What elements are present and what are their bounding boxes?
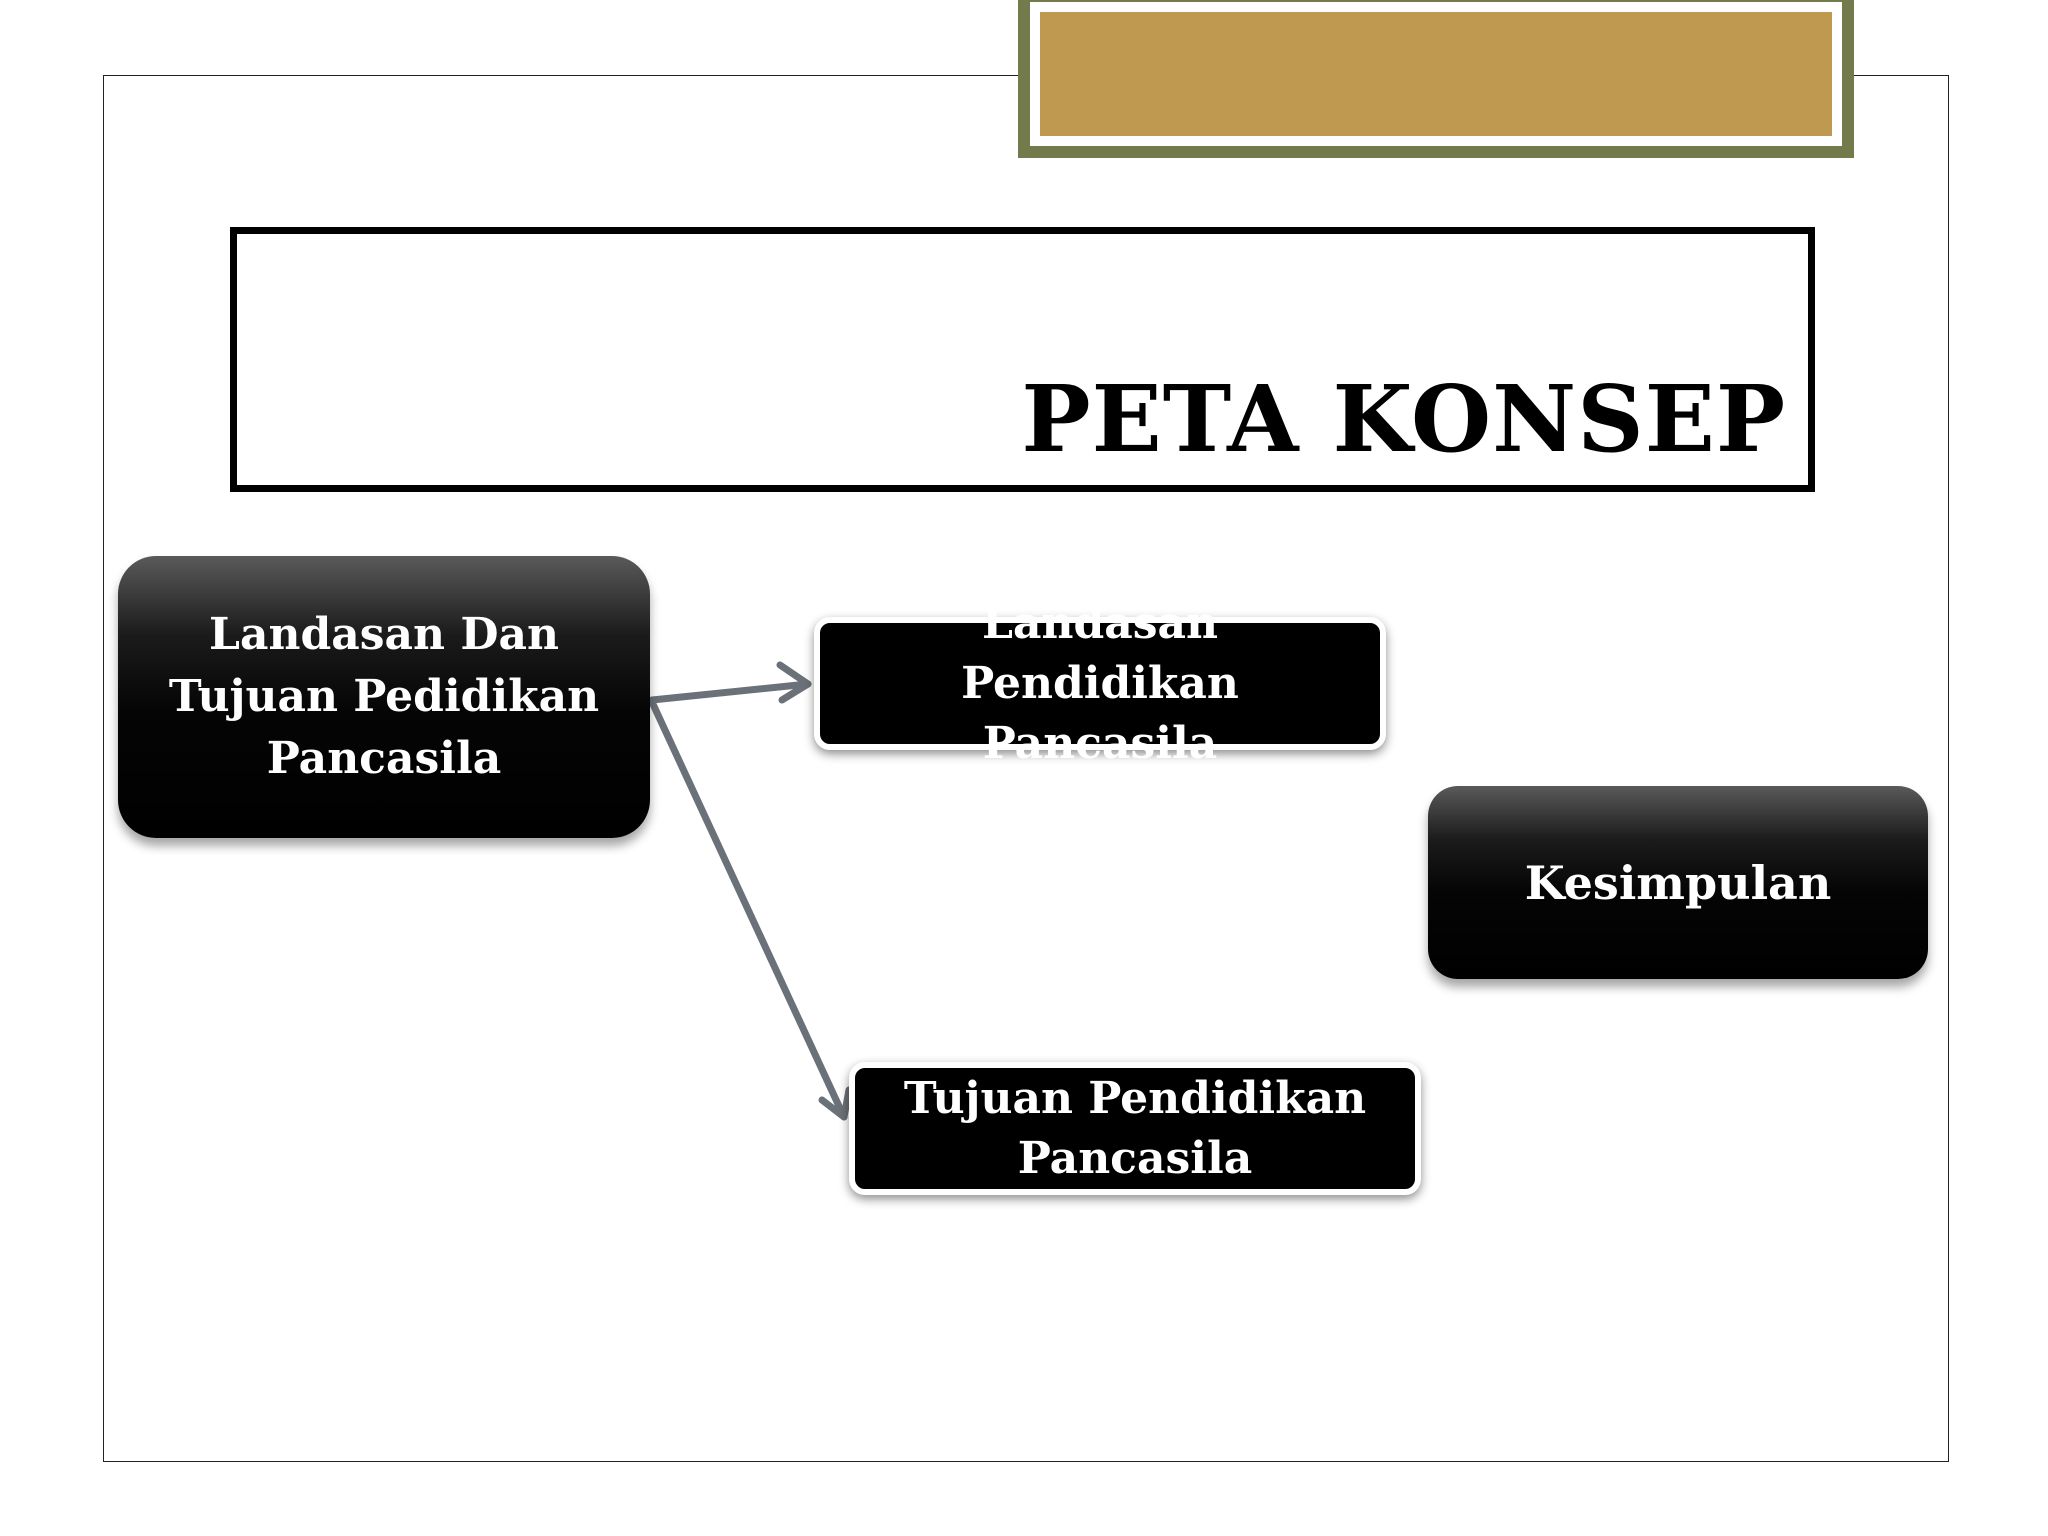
page-title: PETA KONSEP xyxy=(1021,365,1786,473)
concept-node-tujuan-label: Tujuan Pendidikan Pancasila xyxy=(903,1072,1367,1184)
concept-node-tujuan xyxy=(849,1062,1421,1195)
concept-node-kesimpulan-label: Kesimpulan xyxy=(1524,855,1832,910)
decorative-banner-inset xyxy=(1030,2,1842,146)
concept-node-kesimpulan xyxy=(1428,786,1928,979)
concept-node-root-label: Landasan Dan Tujuan Pedidikan Pancasila xyxy=(168,609,600,784)
concept-node-landasan-label: Landasan Pendidikan Pancasila xyxy=(961,597,1239,769)
title-box xyxy=(230,227,1815,492)
decorative-banner xyxy=(1018,0,1854,158)
concept-node-root xyxy=(118,556,650,838)
concept-node-landasan xyxy=(814,597,1386,769)
decorative-banner-fill xyxy=(1040,12,1832,136)
